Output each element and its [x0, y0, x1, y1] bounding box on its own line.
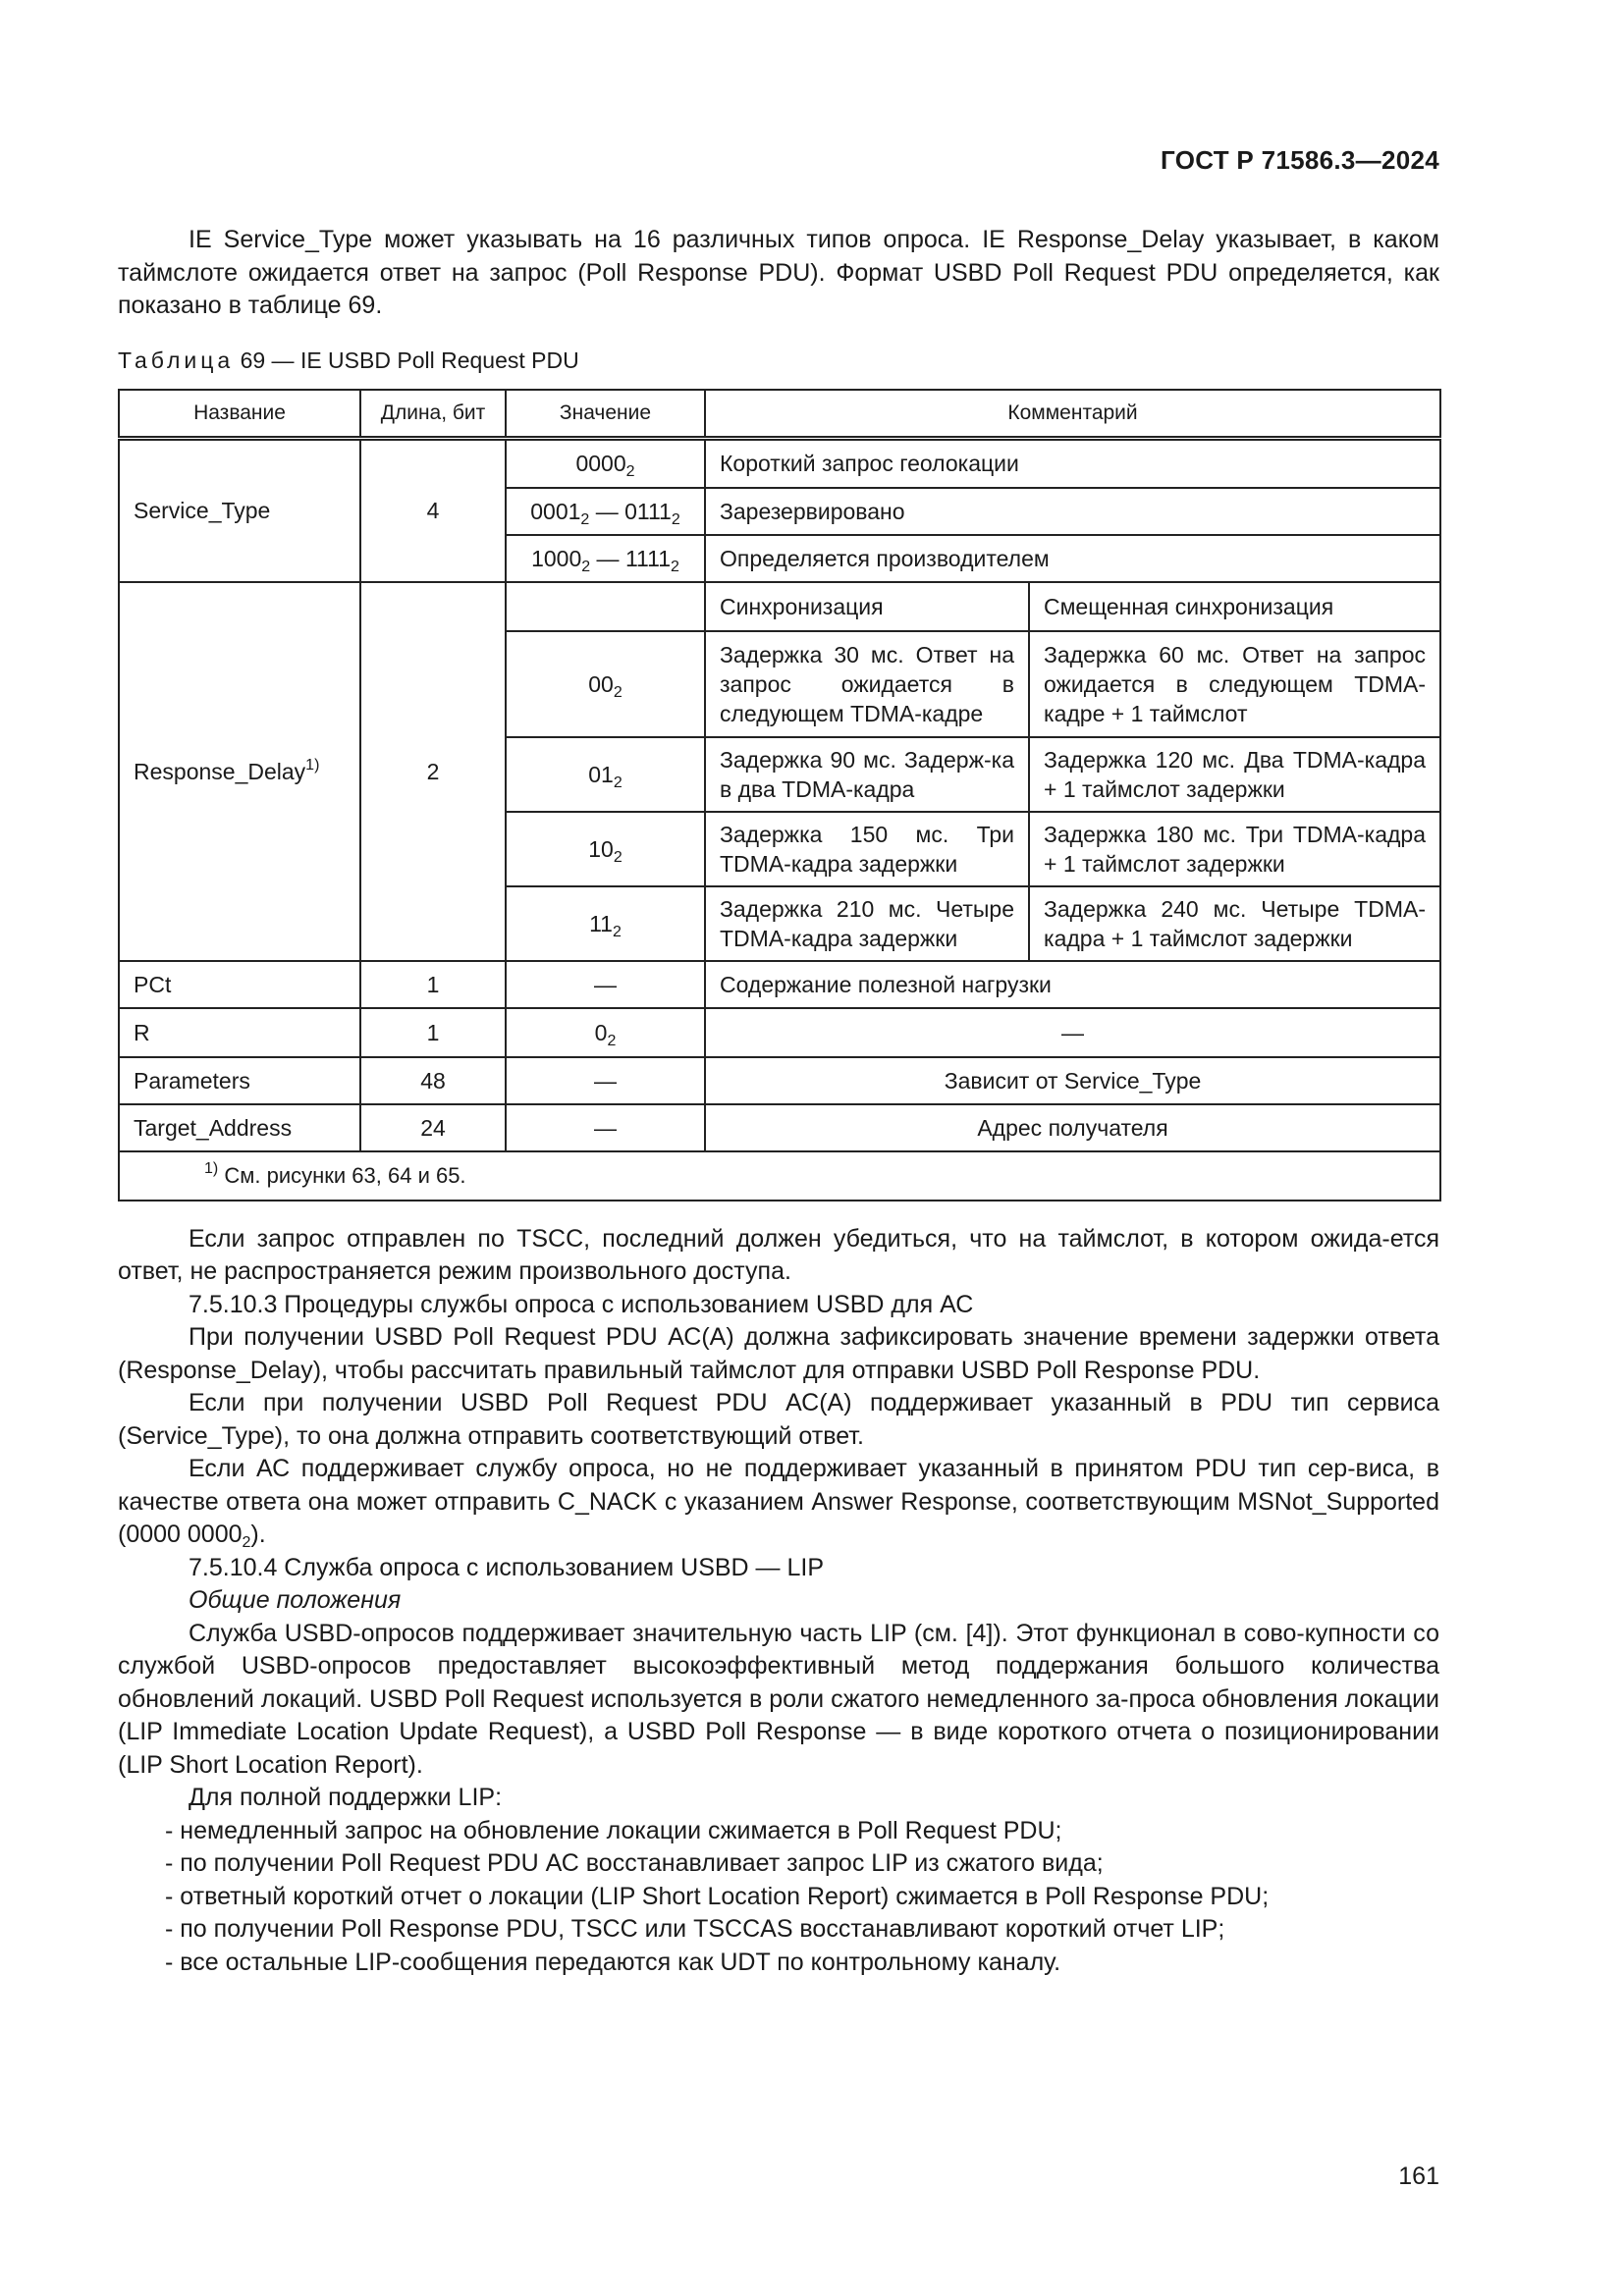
cell-comment: Определяется производителем	[705, 535, 1440, 582]
cell-pct-name: PCt	[119, 961, 360, 1008]
paragraph-response-delay: При получении USBD Poll Request PDU АС(А) должна зафиксировать значение времени задержки ответа (Response_Delay), чтобы рассчитать правильный таймслот для отправки USBD Poll Response PDU.	[118, 1323, 1439, 1384]
poll-request-table	[118, 389, 1441, 1201]
list-item: - по получении Poll Response PDU, TSCC или TSCCAS восстанавливают короткий отчет LIP;	[165, 1915, 1225, 1943]
cell-value: $10_2$	[506, 812, 705, 886]
cell-parameters-length: 48	[360, 1057, 506, 1104]
subsection-heading: Общие положения	[189, 1586, 402, 1614]
paragraph-service-type: Если при получении USBD Poll Request PDU АС(А) поддерживает указанный в PDU тип сервиса (Service_Type), то она должна отправить соответствующий ответ.	[118, 1389, 1439, 1450]
section-heading-7-5-10-4: 7.5.10.4 Служба опроса с использованием USBD — LIP	[189, 1553, 825, 1581]
list-item: - немедленный запрос на обновление локации сжимается в Poll Request PDU;	[165, 1816, 1062, 1844]
cell-sync: Задержка 30 мс. Ответ на запрос ожидается в следующем TDMA-кадре	[705, 631, 1029, 737]
cell-sync: Задержка 150 мс. Три TDMA-кадра задержки	[705, 812, 1029, 886]
cell-value: $0000_2$	[506, 439, 705, 488]
cell-value: $01_2$	[506, 737, 705, 812]
cell-sync: Задержка 210 мс. Четыре TDMA-кадра задержки	[705, 886, 1029, 961]
paragraph-lip: Служба USBD-опросов поддерживает значительную часть LIP (см. [4]). Этот функционал в сово-купности со службой USBD-опросов предоставляет высокоэффективный метод поддержания большого количества обновлений локаций. USBD Poll Request используется в роли сжатого немедленного за-проса обновления локации (LIP Immediate Location Update Request), а USBD Poll Response — в виде короткого отчета о позиционировании (LIP Short Location Report).	[118, 1619, 1439, 1779]
subheader-offset-sync: Смещенная синхронизация	[1029, 582, 1440, 631]
cell-value: $1000_2$ — $1111_2$	[506, 535, 705, 582]
cell-service-type-length: 4	[360, 439, 506, 582]
list-item: - ответный короткий отчет о локации (LIP Short Location Report) сжимается в Poll Response PDU;	[165, 1882, 1270, 1910]
cell-target-address-value: —	[506, 1104, 705, 1151]
table-row	[119, 1104, 1440, 1151]
table-row	[119, 439, 1440, 488]
paragraph-tscc: Если запрос отправлен по TSCC, последний должен убедиться, что на таймслот, в котором ожида-ется ответ, не распространяется режим произвольного доступа.	[118, 1224, 1439, 1285]
cell-service-type-name: Service_Type	[119, 439, 360, 582]
page-number: 161	[1398, 2163, 1439, 2190]
list-item: - по получении Poll Request PDU АС восстанавливает запрос LIP из сжатого вида;	[165, 1849, 1104, 1877]
table-caption-prefix: Таблица	[118, 347, 235, 373]
cell-offset: Задержка 180 мс. Три TDMA-кадра + 1 таймслот задержки	[1029, 812, 1440, 886]
intro-paragraph: IE Service_Type может указывать на 16 различных типов опроса. IE Response_Delay указывает, в каком таймслоте ожидается ответ на запрос (Poll Response PDU). Формат USBD Poll Request PDU определяется, как показано в таблице 69.	[118, 226, 1439, 319]
cell-parameters-comment: Зависит от Service_Type	[705, 1057, 1440, 1104]
document-header: ГОСТ Р 71586.3—2024	[1161, 145, 1439, 175]
header-value: Значение	[506, 390, 705, 439]
table-row	[119, 961, 1440, 1008]
section-heading-7-5-10-3: 7.5.10.3 Процедуры службы опроса с использованием USBD для АС	[189, 1290, 974, 1318]
cell-empty	[506, 582, 705, 631]
cell-r-value: $0_2$	[506, 1008, 705, 1057]
cell-value: $00_2$	[506, 631, 705, 737]
cell-target-address-name: Target_Address	[119, 1104, 360, 1151]
cell-target-address-length: 24	[360, 1104, 506, 1151]
header-comment: Комментарий	[705, 390, 1440, 439]
cell-response-delay-length: 2	[360, 582, 506, 961]
cell-target-address-comment: Адрес получателя	[705, 1104, 1440, 1151]
cell-comment: Короткий запрос геолокации	[705, 439, 1440, 488]
header-name: Название	[119, 390, 360, 439]
cell-offset: Задержка 240 мс. Четыре TDMA-кадра + 1 таймслот задержки	[1029, 886, 1440, 961]
cell-pct-length: 1	[360, 961, 506, 1008]
cell-parameters-name: Parameters	[119, 1057, 360, 1104]
page-content	[118, 224, 1439, 1979]
table-footnote-row	[119, 1151, 1440, 1201]
table-caption	[118, 345, 1439, 378]
cell-parameters-value: —	[506, 1057, 705, 1104]
cell-r-comment: —	[705, 1008, 1440, 1057]
cell-value: $0001_2$ — $0111_2$	[506, 488, 705, 535]
cell-offset: Задержка 120 мс. Два TDMA-кадра + 1 таймслот задержки	[1029, 737, 1440, 812]
table-caption-title: 69 — IE USBD Poll Request PDU	[234, 347, 579, 373]
table-row	[119, 1008, 1440, 1057]
paragraph-lip-support: Для полной поддержки LIP:	[189, 1784, 503, 1811]
cell-response-delay-name: Response_Delay$^{1)}$	[119, 582, 360, 961]
cell-r-name: R	[119, 1008, 360, 1057]
table-header-row	[119, 390, 1440, 439]
cell-comment: Зарезервировано	[705, 488, 1440, 535]
cell-r-length: 1	[360, 1008, 506, 1057]
table-row	[119, 1057, 1440, 1104]
paragraph-c-nack: Если АС поддерживает службу опроса, но не поддерживает указанный в принятом PDU тип сер-виса, в качестве ответа она может отправить C_NACK с указанием Answer Response, соответствующим MSNot_Supported (0000 $0000_2$).	[118, 1455, 1439, 1551]
subheader-sync: Синхронизация	[705, 582, 1029, 631]
table-footnote: $^{1)}$ См. рисунки 63, 64 и 65.	[119, 1151, 1440, 1201]
cell-value: $11_2$	[506, 886, 705, 961]
lip-support-list	[118, 1815, 1439, 1980]
table-row	[119, 582, 1440, 631]
header-length: Длина, бит	[360, 390, 506, 439]
cell-pct-value: —	[506, 961, 705, 1008]
list-item: - все остальные LIP-сообщения передаются как UDT по контрольному каналу.	[165, 1948, 1061, 1976]
cell-offset: Задержка 60 мс. Ответ на запрос ожидается в следующем TDMA-кадре + 1 таймслот	[1029, 631, 1440, 737]
cell-pct-comment: Содержание полезной нагрузки	[705, 961, 1440, 1008]
cell-sync: Задержка 90 мс. Задерж-ка в два TDMA-кадра	[705, 737, 1029, 812]
